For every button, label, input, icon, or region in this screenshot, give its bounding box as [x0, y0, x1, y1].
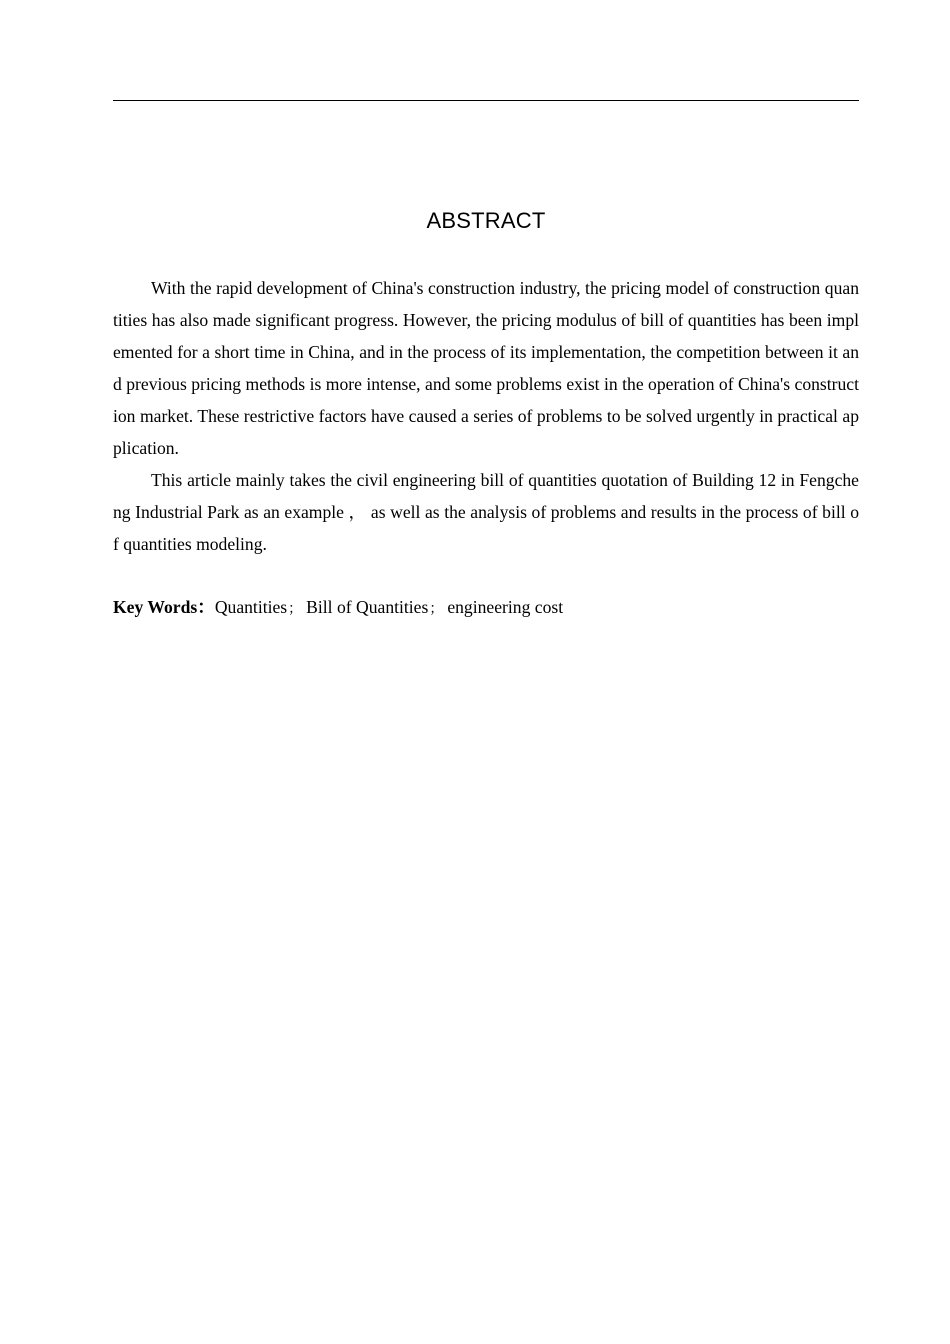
keywords-label: Key Words：: [113, 597, 215, 617]
keyword-item: engineering cost: [447, 597, 564, 617]
abstract-paragraph-1: With the rapid development of China's construction industry, the pricing model of construction quantities has also made significant progress. However, the pricing modulus of bill of quantities has been implemented for a short time in China, and in the process of its implementation, the competition between it and previous pricing methods is more intense, and some problems exist in the operation of China's construction market. These restrictive factors have caused a series of problems to be solved urgently in practical application.: [113, 278, 859, 458]
abstract-paragraph-2: This article mainly takes the civil engineering bill of quantities quotation of Building 12 in Fengcheng Industrial Park as an example ， as well as the analysis of problems and results in the process of bill of quantities modeling.: [113, 470, 859, 554]
keyword-separator: ；: [288, 602, 303, 617]
keyword-separator: ；: [429, 602, 444, 617]
keyword-item: Bill of Quantities: [306, 597, 429, 617]
abstract-body: [113, 272, 859, 560]
keyword-item: Quantities: [214, 597, 288, 617]
keywords-line: [113, 591, 859, 626]
abstract-title: ABSTRACT: [426, 208, 546, 233]
header-rule: [113, 100, 859, 101]
